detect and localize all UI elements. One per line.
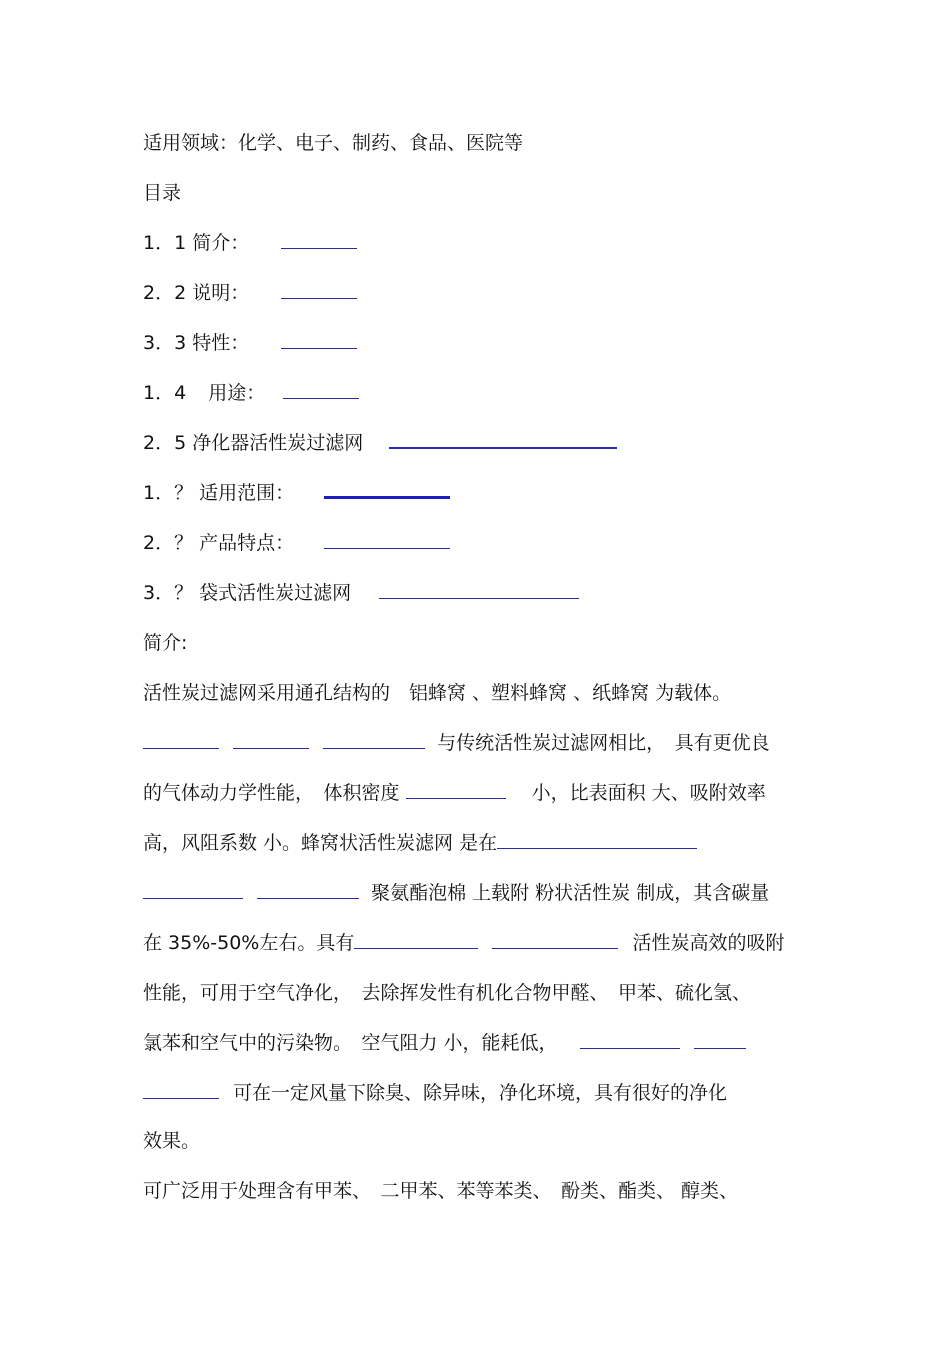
toc-item-7[interactable] [143, 531, 450, 555]
toc-item-3[interactable] [143, 331, 357, 355]
toc-item-number: 1．？ [143, 482, 194, 504]
text-blank [257, 898, 359, 899]
intro-line-9 [143, 1081, 727, 1105]
text-blank [233, 748, 309, 749]
intro-line-9-text: 可在一定风量下除臭、除异味，净化环境，具有很好的净化 [233, 1082, 728, 1104]
intro-line-10: 效果。 [143, 1130, 201, 1152]
toc-item-label: 简介： [192, 232, 250, 254]
toc-item-label: 净化器活性炭过滤网 [192, 432, 364, 454]
text-blank [143, 748, 219, 749]
intro-line-6 [143, 931, 784, 955]
toc-page-blank [389, 447, 617, 449]
toc-page-blank [324, 496, 450, 499]
text-blank [406, 798, 506, 799]
toc-item-label: 特性： [192, 332, 250, 354]
intro-line-4 [143, 831, 697, 855]
toc-item-label: 说明： [192, 282, 250, 304]
toc-item-6[interactable] [143, 481, 450, 505]
toc-item-8[interactable] [143, 581, 579, 605]
toc-page-blank [379, 598, 579, 599]
intro-line-2-text: 与传统活性炭过滤网相比， 具有更优良 [437, 732, 770, 754]
toc-page-blank [324, 548, 450, 549]
intro-line-3-text-a: 的气体动力学性能， 体积密度 [143, 782, 400, 804]
toc-item-1[interactable] [143, 231, 357, 255]
toc-item-label: 产品特点： [199, 532, 295, 554]
applicable-fields: 适用领域：化学、电子、制药、食品、医院等 [143, 132, 524, 154]
intro-line-8-text: 氯苯和空气中的污染物。 空气阻力 小，能耗低， [143, 1032, 558, 1054]
text-blank [143, 898, 243, 899]
toc-item-number: 3．？ [143, 582, 194, 604]
toc-page-blank [281, 348, 357, 349]
toc-item-number: 2．？ [143, 532, 194, 554]
toc-item-number: 2．5 [143, 432, 187, 454]
toc-item-label: 用途： [208, 382, 266, 404]
intro-line-1: 活性炭过滤网采用通孔结构的 铝蜂窝 、塑料蜂窝 、纸蜂窝 为载体。 [143, 682, 732, 704]
toc-item-number: 3．3 [143, 332, 187, 354]
toc-item-2[interactable] [143, 281, 357, 305]
intro-paragraph-2-line-1: 可广泛用于处理含有甲苯、 二甲苯、苯等苯类、 酚类、酯类、 醇类、 [143, 1180, 739, 1202]
toc-title: 目录 [143, 182, 182, 204]
toc-page-blank [283, 398, 359, 399]
toc-page-blank [281, 248, 357, 249]
intro-line-8 [143, 1031, 746, 1055]
toc-item-4[interactable] [143, 381, 359, 405]
intro-line-6-text-a: 在 35%-50%左右。具有 [143, 932, 355, 954]
intro-line-3 [143, 781, 766, 805]
toc-item-number: 2．2 [143, 282, 187, 304]
toc-item-number: 1．1 [143, 232, 187, 254]
toc-item-number: 1．4 [143, 382, 187, 404]
text-blank [143, 1098, 219, 1099]
text-blank [354, 948, 478, 949]
intro-line-3-text-b: 小，比表面积 大、吸附效率 [531, 782, 766, 804]
intro-line-6-text-b: 活性炭高效的吸附 [632, 932, 785, 954]
intro-line-4-text: 高，风阻系数 小。蜂窝状活性炭滤网 是在 [143, 832, 498, 854]
toc-page-blank [281, 298, 357, 299]
intro-line-5 [143, 881, 769, 905]
toc-item-label: 适用范围： [199, 482, 295, 504]
intro-line-7: 性能，可用于空气净化， 去除挥发性有机化合物甲醛、 甲苯、硫化氢、 [143, 982, 752, 1004]
text-blank [492, 948, 618, 949]
intro-heading: 简介: [143, 632, 188, 654]
toc-item-label: 袋式活性炭过滤网 [199, 582, 352, 604]
text-blank [580, 1048, 680, 1049]
intro-line-5-text: 聚氨酯泡棉 上载附 粉状活性炭 制成，其含碳量 [371, 882, 770, 904]
intro-line-2 [143, 731, 770, 755]
text-blank [497, 848, 697, 849]
text-blank [323, 748, 425, 749]
toc-item-5[interactable] [143, 431, 617, 455]
text-blank [694, 1048, 746, 1049]
